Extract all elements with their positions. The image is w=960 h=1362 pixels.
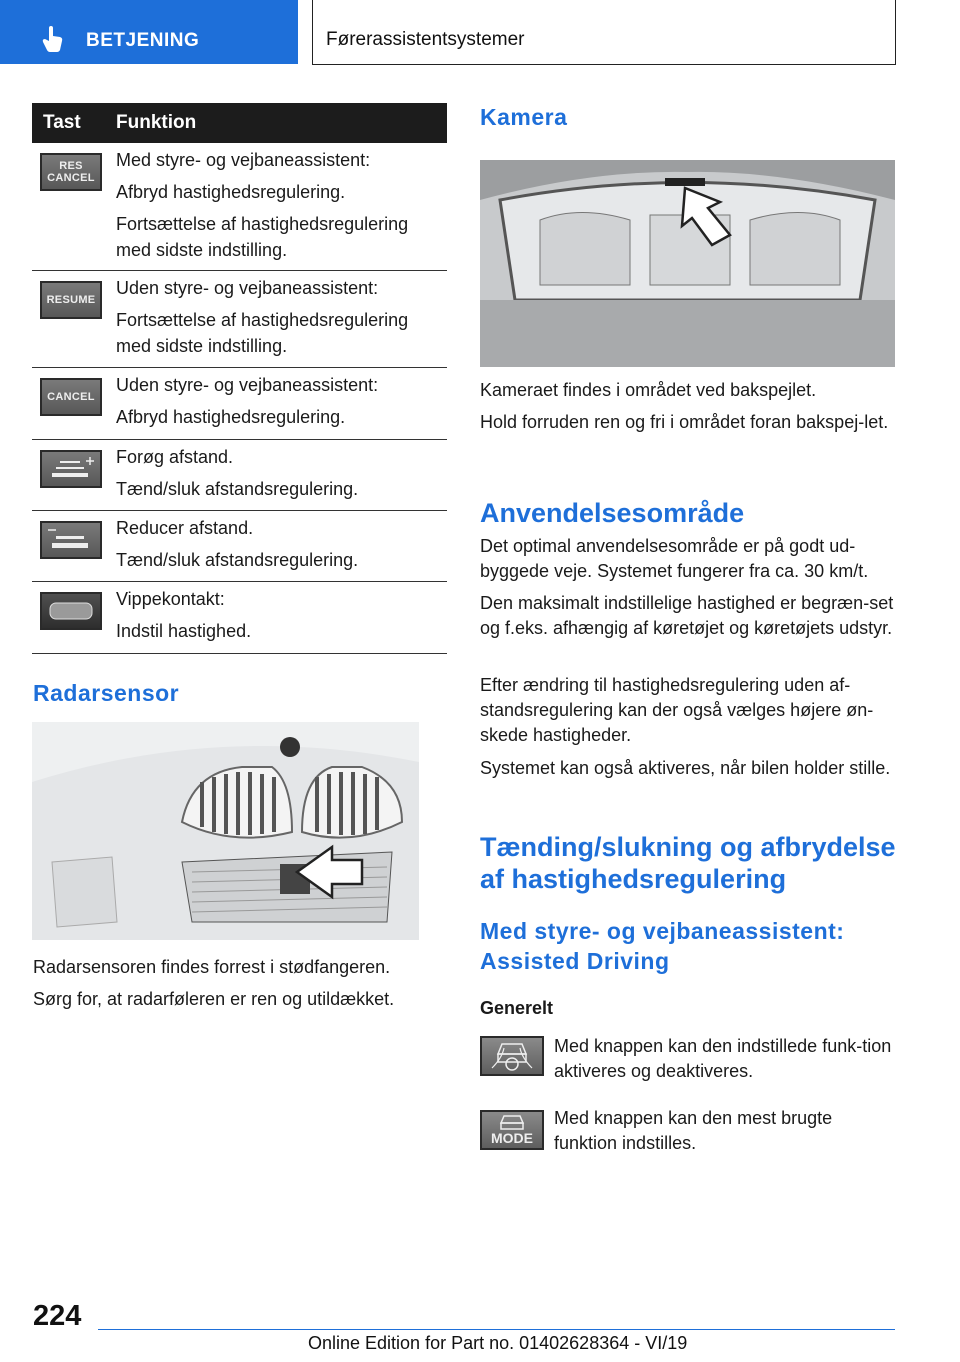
row-text: Med styre- og vejbaneassistent: xyxy=(116,150,371,170)
table-row xyxy=(32,271,447,368)
row-text: Fortsættelse af hastighedsregulering med sidste indstilling. xyxy=(116,310,409,356)
header-divider xyxy=(312,0,313,64)
assisted-driving-subheading: Med styre- og vejbaneassistent: Assisted Driving xyxy=(480,918,845,974)
section-tab[interactable] xyxy=(0,0,298,64)
table-header xyxy=(32,103,447,143)
col-function-header: Funktion xyxy=(116,112,197,133)
general-label: Generelt xyxy=(480,998,554,1018)
mode-button-text: Med knappen kan den mest brugte funktion indstilles. xyxy=(554,1108,833,1153)
table-row xyxy=(32,368,447,440)
row-text: Reducer afstand. xyxy=(116,518,254,538)
row-text: Vippekontakt: xyxy=(116,589,225,609)
row-text: Indstil hastighed. xyxy=(116,621,252,641)
footer-rule xyxy=(98,1329,895,1330)
key-function-table xyxy=(32,103,447,654)
row-text: Uden styre- og vejbaneassistent: xyxy=(116,375,379,395)
usage-heading: Anvendelsesområde xyxy=(480,498,745,528)
table-row xyxy=(32,511,447,582)
usage-text-3: Efter ændring til hastighedsregulering uden af-standsregulering kan der også vælges højere øn-skede hastigheder. xyxy=(480,675,874,745)
usage-text-4: Systemet kan også aktiveres, når bilen holder stille. xyxy=(480,758,891,778)
radar-sensor-image xyxy=(32,722,419,940)
table-row xyxy=(32,582,447,654)
usage-text-1: Det optimal anvendelsesområde er på godt ud-byggede veje. Systemet fungerer fra ca. 30 km/t. xyxy=(480,536,869,581)
col-key-header: Tast xyxy=(43,112,81,133)
row-text: Fortsættelse af hastighedsregulering med sidste indstilling. xyxy=(116,214,409,260)
header-rule-right xyxy=(895,0,896,65)
rocker-switch-key-icon xyxy=(40,592,102,630)
row-text: Uden styre- og vejbaneassistent: xyxy=(116,278,379,298)
assisted-driving-button-icon xyxy=(480,1036,544,1076)
reduce-distance-key-icon xyxy=(40,521,102,559)
header-rule xyxy=(312,64,896,65)
table-row xyxy=(32,143,447,271)
row-text: Afbryd hastighedsregulering. xyxy=(116,407,346,427)
edition-text: Online Edition for Part no. 01402628364 - VI/19 xyxy=(308,1333,688,1353)
row-text: Tænd/sluk afstandsregulering. xyxy=(116,479,359,499)
row-text: Tænd/sluk afstandsregulering. xyxy=(116,550,359,570)
hand-pointer-icon xyxy=(42,26,64,52)
switching-heading: Tænding/slukning og afbrydelse af hastighedsregulering xyxy=(480,832,896,894)
chapter-title: Førerassistentsystemer xyxy=(326,29,525,50)
res-cancel-key-icon: RES CANCEL xyxy=(40,153,102,191)
radar-text-1: Radarsensoren findes forrest i stødfangeren. xyxy=(33,957,391,977)
radar-text-2: Sørg for, at radarføleren er ren og utildækket. xyxy=(33,989,395,1009)
camera-heading: Kamera xyxy=(480,104,568,130)
cancel-key-icon: CANCEL xyxy=(40,378,102,416)
mode-button-label: MODE xyxy=(491,1130,533,1146)
usage-text-2: Den maksimalt indstillelige hastighed er begræn-set og f.eks. afhængig af køretøjet og køretøjets udstyr. xyxy=(480,593,894,638)
resume-key-icon: RESUME xyxy=(40,281,102,319)
camera-text-1: Kameraet findes i området ved bakspejlet. xyxy=(480,380,817,400)
camera-text-2: Hold forruden ren og fri i området foran bakspej-let. xyxy=(480,412,889,432)
mode-button-icon xyxy=(480,1110,544,1150)
camera-location-image xyxy=(480,160,895,367)
assisted-driving-button-text: Med knappen kan den indstillede funk-tion aktiveres og deaktiveres. xyxy=(554,1036,892,1081)
table-row xyxy=(32,440,447,511)
row-text: Forøg afstand. xyxy=(116,447,234,467)
row-text: Afbryd hastighedsregulering. xyxy=(116,182,346,202)
section-tab-label: BETJENING xyxy=(86,30,200,51)
increase-distance-key-icon xyxy=(40,450,102,488)
page-number: 224 xyxy=(33,1300,82,1332)
radar-heading: Radarsensor xyxy=(33,680,180,706)
